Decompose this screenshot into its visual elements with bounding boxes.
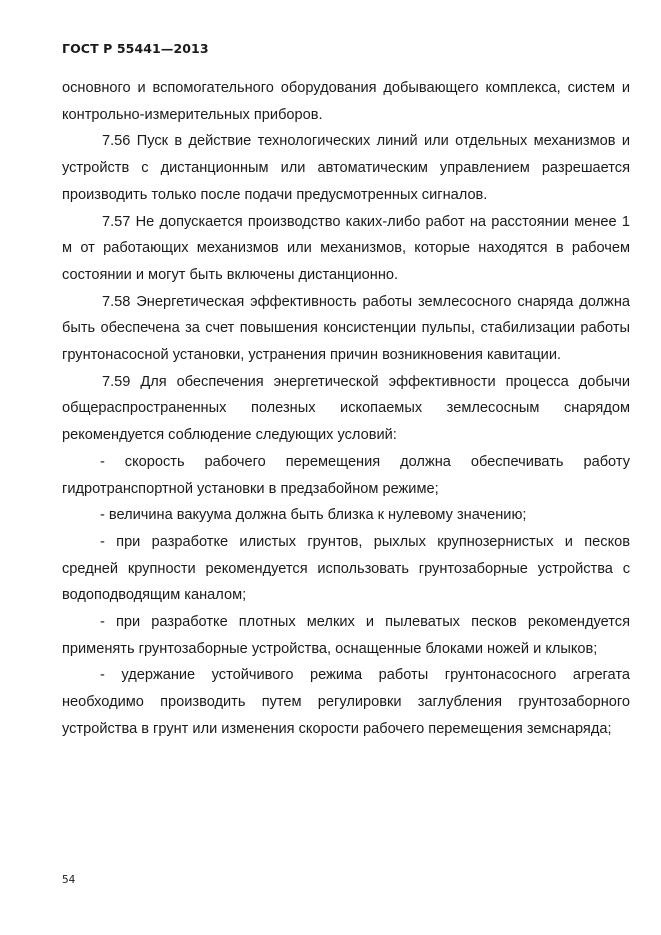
- document-body: [62, 75, 630, 743]
- list-item-silty-soils: - при разработке илистых грунтов, рыхлых крупнозернистых и песков средней крупности рекомендуется использовать грунтозаборные устройства с водоподводящим каналом;: [62, 533, 630, 604]
- list-item-dense-sands: - при разработке плотных мелких и пылеватых песков рекомендуется применять грунтозаборные устройства, оснащенные блоками ножей и клыков;: [62, 614, 630, 657]
- clause-7-58: 7.58 Энергетическая эффективность работы землесосного снаряда должна быть обеспечена за счет повышения консистенции пульпы, стабилизации работы грунтонасосной установки, устранения причин возникновения кавитации.: [62, 293, 630, 364]
- clause-7-56: 7.56 Пуск в действие технологических линий или отдельных механизмов и устройств с дистанционным или автоматическим управлением разрешается производить только после подачи предусмотренных сигналов.: [62, 133, 630, 203]
- clause-7-59: 7.59 Для обеспечения энергетической эффективности процесса добычи общераспространенных полезных ископаемых землесосным снарядом рекомендуется соблюдение следующих условий:: [62, 373, 630, 444]
- list-item-working-speed: - скорость рабочего перемещения должна обеспечивать работу гидротранспортной установки в предзабойном режиме;: [62, 453, 630, 497]
- document-header: ГОСТ Р 55441—2013: [62, 41, 209, 56]
- list-item-stable-mode: - удержание устойчивого режима работы грунтонасосного агрегата необходимо производить путем регулировки заглубления грунтозаборного устройства в грунт или изменения скорости рабочего перемещения земснаряда;: [62, 667, 630, 737]
- page-number: 54: [62, 874, 76, 886]
- paragraph-continuation: основного и вспомогательного оборудования добывающего комплекса, систем и контрольно-измерительных приборов.: [62, 80, 630, 123]
- list-item-vacuum: - величина вакуума должна быть близка к нулевому значению;: [100, 507, 527, 524]
- clause-7-57: 7.57 Не допускается производство каких-либо работ на расстоянии менее 1 м от работающих механизмов или механизмов, которые находятся в рабочем состоянии и могут быть включены дистанционно.: [62, 213, 630, 283]
